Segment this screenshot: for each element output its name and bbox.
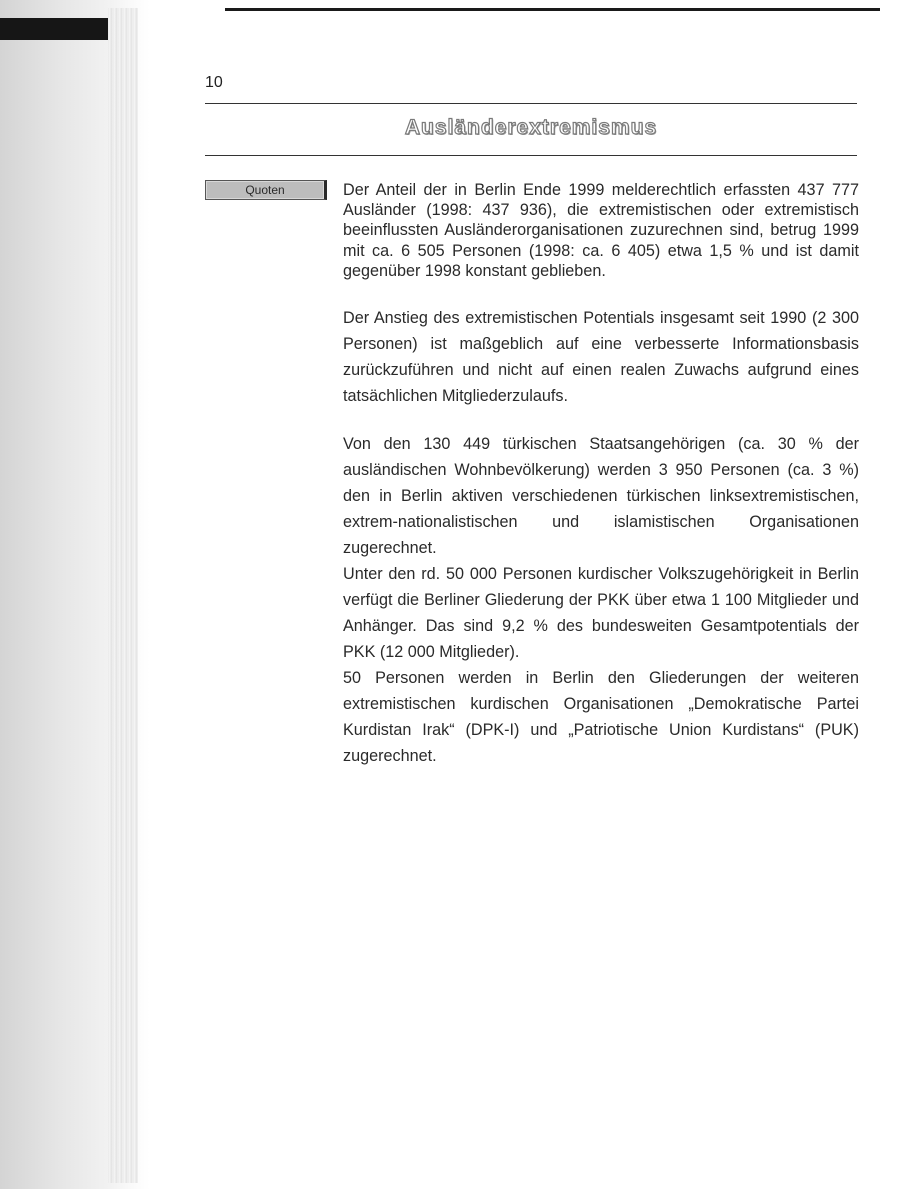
margin-keyword-label: Quoten: [205, 180, 327, 200]
paragraph: Der Anteil der in Berlin Ende 1999 melderechtlich erfassten 437 777 Ausländer (1998: 437 936), die extremistischen oder extremistisch beeinflussten Ausländerorganisationen zuzurechnen sind, betrug 1999 mit ca. 6 505 Personen (1998: ca. 6 405) etwa 1,5 % und ist damit gegenüber 1998 konstant geblieben.: [343, 181, 859, 280]
paragraph: 50 Personen werden in Berlin den Gliederungen der weiteren extremistischen kurdischen Organisationen „Demokratische Partei Kurdistan Irak“ (DPK-I) und „Patriotische Union Kurdistans“ (PUK) zugerechnet.: [343, 669, 859, 766]
body-text: [343, 180, 859, 769]
paragraph: Unter den rd. 50 000 Personen kurdischer Volkszugehörigkeit in Berlin verfügt die Berliner Gliederung der PKK über etwa 1 100 Mitglieder und Anhänger. Das sind 9,2 % des bundesweiten Gesamtpotentials der PKK (12 000 Mitglieder).: [343, 565, 859, 662]
paragraph: Von den 130 449 türkischen Staatsangehörigen (ca. 30 % der ausländischen Wohnbevölkerung) werden 3 950 Personen (ca. 3 %) den in Berlin aktiven verschiedenen türkischen linksextremistischen, extrem-nationalistischen und islamistischen Organisationen zugerechnet.: [343, 435, 859, 558]
scan-top-edge: [225, 8, 880, 11]
scan-page-edges: [108, 8, 138, 1183]
chapter-title: Ausländerextremismus: [404, 116, 658, 139]
header-rule-top: [205, 103, 857, 104]
scan-binding-shadow: [0, 18, 108, 40]
page-number: 10: [205, 74, 223, 91]
header-rule-bottom: [205, 155, 857, 156]
paragraph: Der Anstieg des extremistischen Potentials insgesamt seit 1990 (2 300 Personen) ist maßgeblich auf eine verbesserte Informationsbasis zurückzuführen und nicht auf einen realen Zuwachs aufgrund eines tatsächlichen Mitgliederzulaufs.: [343, 309, 859, 406]
